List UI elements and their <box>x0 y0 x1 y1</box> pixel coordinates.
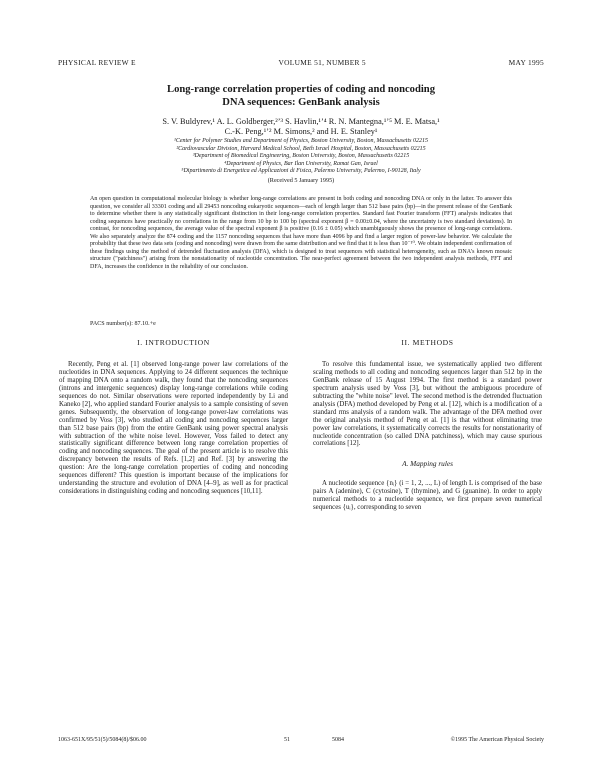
footer-volume: 51 <box>284 737 290 743</box>
subsection-heading: A. Mapping rules <box>402 459 453 469</box>
volume-number: VOLUME 51, NUMBER 5 <box>278 58 366 67</box>
right-column <box>313 337 542 512</box>
running-head <box>58 58 544 67</box>
footer-page-number: 5084 <box>332 737 344 743</box>
affiliation: ²Cardiovascular Division, Harvard Medical School, Beth Israel Hospital, Boston, Massachusetts 02215 <box>176 145 426 152</box>
journal-name: PHYSICAL REVIEW E <box>58 58 136 67</box>
body-paragraph: Recently, Peng et al. [1] observed long-range power law correlations of the nucleotides in DNA sequences. Applying to 24 different sequences the technique of mapping DNA onto a random walk, they found that the noncoding sequences (introns and intergenic sequences) display long-range correlations while coding sequences do not. Similar observations were reported independently by Li and Kaneko [2], who applied standard Fourier analysis to a sample consisting of seven genes. Subsequently, the observation of long-range power-law correlations was confirmed by Voss [3], who studied all coding and noncoding sequences larger than 512 base pairs (bp) from the entire GenBank using power spectral analysis with subtraction of the white noise level. However, Voss failed to detect any statistically significant difference between long range correlation properties of coding and noncoding sequences. The goal of the present article is to resolve this discrepancy between the results of Refs. [1,2] and Ref. [3] by answering the question: Are the long-range correlation properties of coding and noncoding sequences different? This question is important because of the implications for understanding the structure and evolution of DNA [4–9], as well as for practical considerations in distinguishing coding and noncoding sequences [10,11]. <box>59 360 288 496</box>
left-column <box>59 337 288 496</box>
footer-code: 1063-651X/95/51(5)/5084(8)/$06.00 <box>58 737 147 743</box>
body-paragraph: A nucleotide sequence {nᵢ} (i = 1, 2, ..., L) of length L is comprised of the base pairs A (adenine), C (cytosine), T (thymine), and G (guanine). In order to apply numerical methods to a nucleotide sequence, we first prepare seven numerical sequences {uᵢ}, corresponding to seven <box>313 480 542 512</box>
author-line: C.-K. Peng,¹ʼ² M. Simons,² and H. E. Stanley¹ <box>224 127 378 136</box>
paper-title <box>60 84 542 109</box>
received-date: (Received 5 January 1995) <box>267 176 335 184</box>
author-list <box>60 117 542 137</box>
title-block <box>60 84 542 184</box>
affiliation-list <box>60 138 542 176</box>
affiliation: ¹Center for Polymer Studies and Department of Physics, Boston University, Boston, Massachusetts 02215 <box>174 138 428 144</box>
section-heading: I. INTRODUCTION <box>137 338 210 347</box>
section-heading: II. METHODS <box>401 338 454 347</box>
footer-copyright: ©1995 The American Physical Society <box>450 737 544 743</box>
pacs-numbers: PACS number(s): 87.10.+e <box>90 321 156 327</box>
affiliation: ⁴Department of Physics, Bar Ilan University, Ramat Gan, Israel <box>224 160 378 167</box>
title-line: Long-range correlation properties of coding and noncoding <box>167 84 435 95</box>
body-paragraph: To resolve this fundamental issue, we systematically applied two different scaling methods to all coding and noncoding sequences larger than 512 bp in the GenBank release of 15 August 1994. The first method is a standard power spectrum analysis used by Voss [3], but without the ambiguous procedure of subtracting the "white noise" level. The second method is the detrended fluctuation analysis (DFA) method developed by Peng et al. [12], which is a modification of a standard rms analysis of a random walk. The advantage of the DFA method over the original analysis method of Peng et al. [1] is that without eliminating true power law correlations, it systematically corrects the results for nonstationarity of nucleotide concentration (so called DNA patchiness), which may cause spurious correlations [12]. <box>313 360 542 448</box>
author-line: S. V. Buldyrev,¹ A. L. Goldberger,²ʼ³ S. Havlin,¹ʼ⁴ R. N. Mantegna,¹ʼ⁵ M. E. Matsa,¹ <box>162 117 440 126</box>
abstract: An open question in computational molecular biology is whether long-range correlations are present in both coding and noncoding DNA or only in the latter. To answer this question, we consider all 33301 coding and all 29453 noncoding eukaryotic sequences—each of length larger than 512 base pairs (bp)—in the present release of the GenBank to determine whether there is any statistically significant distinction in their long-range correlation properties. Standard fast Fourier transform (FFT) analysis indicates that coding sequences have practically no correlations in the range from 10 bp to 100 bp (spectral exponent β = 0.00±0.04, where the uncertainty is two standard deviations). In contrast, for noncoding sequences, the average value of the spectral exponent β is positive (0.16 ± 0.05) which unambiguously shows the presence of long-range correlations. We also separately analyze the 874 coding and the 1157 noncoding sequences that have more than 4096 bp and find a larger region of power-law behavior. We calculate the probability that these two data sets (coding and noncoding) were drawn from the same distribution and we find that it is less than 10⁻¹⁰. We obtain independent confirmation of these findings using the method of detrended fluctuation analysis (DFA), which is designed to treat sequences with statistical heterogeneity, such as DNA's known mosaic structure ("patchiness") arising from the nonstationarity of nucleotide concentration. The near-perfect agreement between the two independent analysis methods, FFT and DFA, increases the confidence in the reliability of our conclusion. <box>90 196 512 270</box>
affiliation: ³Department of Biomedical Engineering, Boston University, Boston, Massachusetts 02215 <box>192 153 410 160</box>
issue-date: MAY 1995 <box>508 58 544 67</box>
affiliation: ⁵Dipartimento di Energetica ed Applicazioni di Fisica, Palermo University, Palermo, I-90128, Italy <box>181 168 421 175</box>
title-line: DNA sequences: GenBank analysis <box>222 96 380 108</box>
